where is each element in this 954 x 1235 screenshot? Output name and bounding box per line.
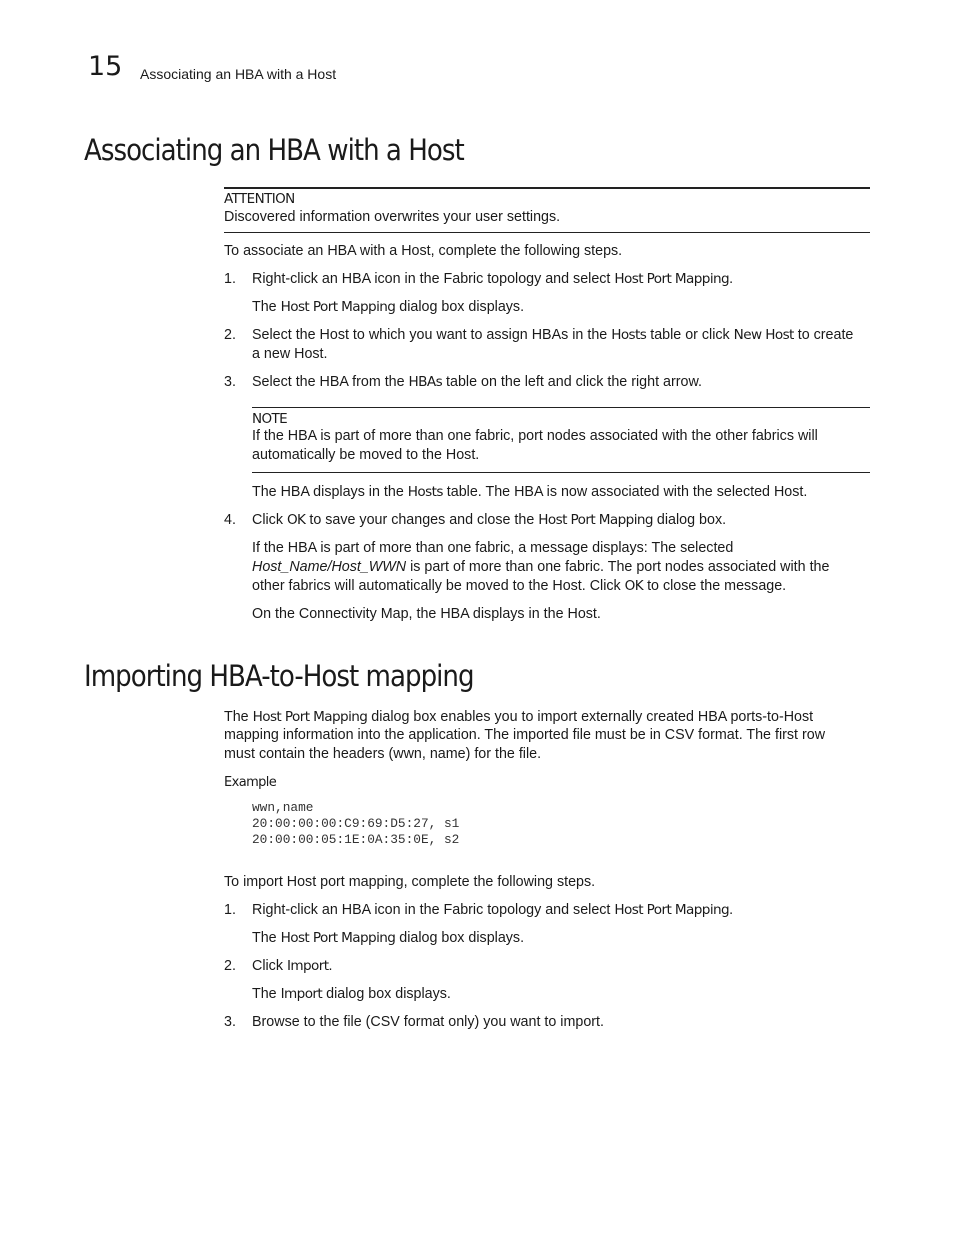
step-2-text: Select the Host to which you want to assign HBAs in the Hosts table or click New Host to create <box>252 327 854 343</box>
import-step-3-text: Browse to the file (CSV format only) you want to import. <box>252 1014 604 1030</box>
code-line: 20:00:00:00:C9:69:D5:27, s1 <box>252 816 460 831</box>
step-number: 3. <box>224 374 236 390</box>
step-number: 3. <box>224 1014 236 1030</box>
section2-lead: To import Host port mapping, complete the following steps. <box>224 874 596 890</box>
attention-label: ATTENTION <box>224 191 295 207</box>
attention-text: Discovered information overwrites your user settings. <box>224 209 561 225</box>
attention-bottom-rule <box>224 232 870 233</box>
section-title-associating: Associating an HBA with a Host <box>84 133 464 167</box>
section1-intro: To associate an HBA with a Host, complete the following steps. <box>224 243 623 259</box>
step-number: 1. <box>224 271 236 287</box>
step-number: 1. <box>224 902 236 918</box>
import-step-1-text: Right-click an HBA icon in the Fabric topology and select Host Port Mapping. <box>252 902 734 918</box>
example-label: Example <box>224 775 277 790</box>
section2-intro-line3: must contain the headers (wwn, name) for the file. <box>224 746 542 762</box>
note-top-rule <box>252 407 870 408</box>
step-number: 2. <box>224 958 236 974</box>
step-number: 4. <box>224 512 236 528</box>
code-line: wwn,name <box>252 800 314 815</box>
code-line: 20:00:00:05:1E:0A:35:0E, s2 <box>252 832 460 847</box>
step-4-final: On the Connectivity Map, the HBA displays in the Host. <box>252 606 601 622</box>
note-label: NOTE <box>252 411 288 427</box>
section2-intro-line2: mapping information into the application. The imported file must be in CSV format. The first row <box>224 727 826 743</box>
note-text-line1: If the HBA is part of more than one fabric, port nodes associated with the other fabrics will <box>252 428 818 444</box>
running-title: Associating an HBA with a Host <box>140 66 337 82</box>
section-title-importing: Importing HBA-to-Host mapping <box>84 659 474 693</box>
import-step-2-text: Click Import. <box>252 958 333 974</box>
example-code-block <box>252 800 459 848</box>
note-bottom-rule <box>252 472 870 473</box>
step-2-text-line2: a new Host. <box>252 346 328 362</box>
step-3-result: The HBA displays in the Hosts table. The HBA is now associated with the selected Host. <box>252 484 808 500</box>
step-4-message-line2: Host_Name/Host_WWN is part of more than one fabric. The port nodes associated with the <box>252 559 830 575</box>
import-step-1-result: The Host Port Mapping dialog box displays. <box>252 930 525 946</box>
step-number: 2. <box>224 327 236 343</box>
step-3-text: Select the HBA from the HBAs table on the left and click the right arrow. <box>252 374 702 390</box>
note-text-line2: automatically be moved to the Host. <box>252 447 480 463</box>
step-1-result: The Host Port Mapping dialog box displays. <box>252 299 525 315</box>
import-step-2-result: The Import dialog box displays. <box>252 986 451 1002</box>
chapter-number: 15 <box>88 51 123 82</box>
step-4-message-line1: If the HBA is part of more than one fabric, a message displays: The selected <box>252 540 734 556</box>
step-1-text: Right-click an HBA icon in the Fabric topology and select Host Port Mapping. <box>252 271 734 287</box>
step-4-text: Click OK to save your changes and close the Host Port Mapping dialog box. <box>252 512 727 528</box>
step-4-message-line3: other fabrics will automatically be moved to the Host. Click OK to close the message. <box>252 578 787 594</box>
section2-intro-line1: The Host Port Mapping dialog box enables you to import externally created HBA ports-to-Host <box>224 709 814 725</box>
attention-top-rule <box>224 187 870 189</box>
